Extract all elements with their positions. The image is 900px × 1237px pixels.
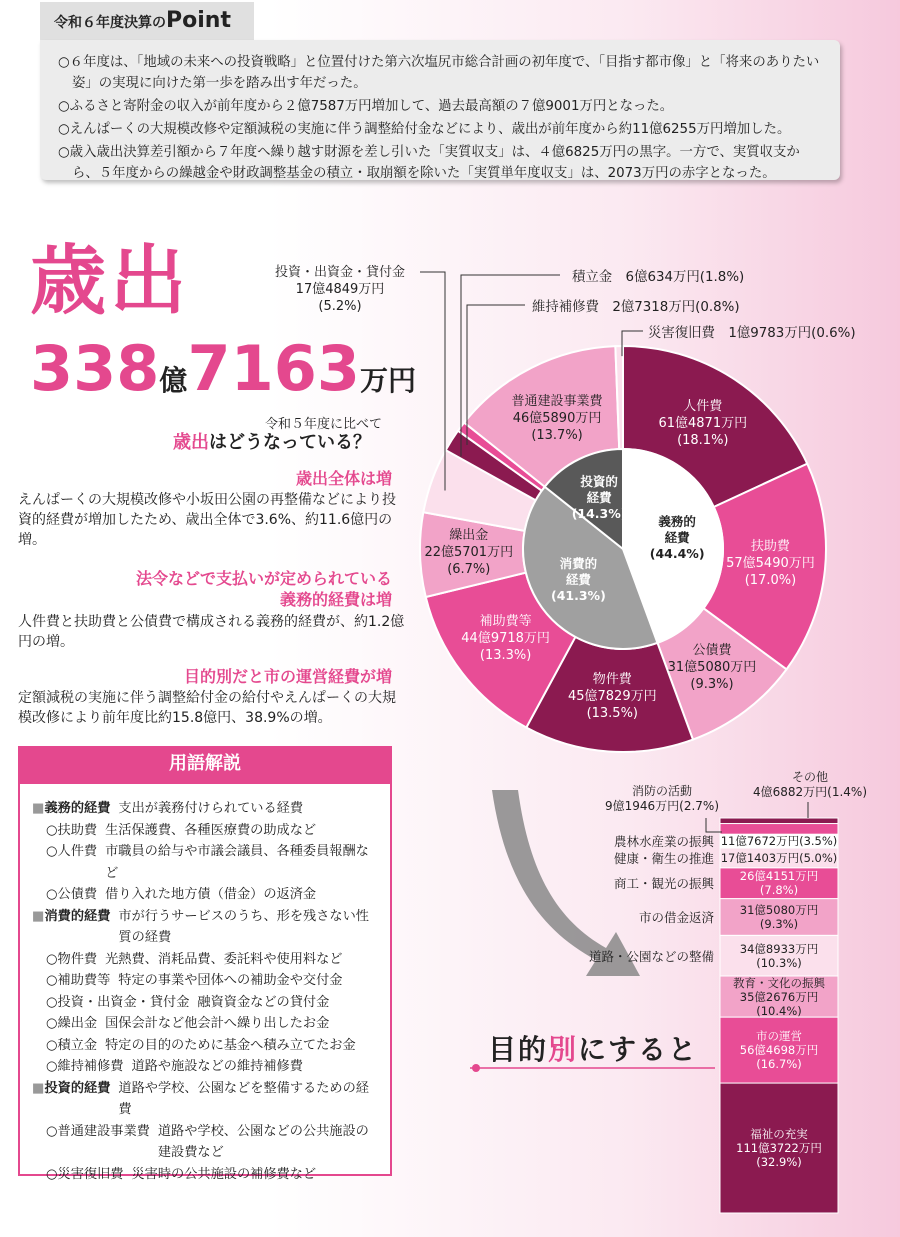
- bar-segment: [720, 824, 838, 835]
- purpose-heading-a: 目的: [488, 1033, 549, 1066]
- bar-segment-label: 11億7672万円(3.5%): [720, 834, 838, 849]
- bar-segment-label: 17億1403万円(5.0%): [720, 850, 838, 865]
- point-tab-word: Point: [166, 8, 231, 33]
- question-pink: 歳出: [173, 432, 209, 453]
- pie-slice-label: 物件費 45億7829万円 (13.5%): [567, 671, 657, 721]
- point-tab-prefix: 令和６年度決算の: [54, 15, 166, 31]
- glossary-desc: 融資資金などの貸付金: [197, 994, 330, 1010]
- glossary-term: ○ 普通建設事業費: [32, 1121, 150, 1164]
- bar-segment-label: 31億5080万円 (9.3%): [739, 902, 819, 931]
- amount-oku-unit: 億: [159, 364, 188, 397]
- bar-category-label: 健康・衛生の推進: [613, 850, 714, 866]
- bar-segment-label: 34億8933万円 (10.3%): [739, 941, 819, 970]
- pie-inner-label: 義務的 経費 (44.4%): [649, 514, 705, 562]
- glossary-term: ■ 義務的経費: [32, 798, 110, 820]
- glossary-term: ○ 繰出金: [32, 1013, 97, 1035]
- amount-man-unit: 万円: [360, 364, 417, 397]
- point-bullet: ○歳入歳出決算差引額から７年度へ繰り越す財源を差し引いた「実質収支」は、４億6825万円の黒字。一方で、実質収支から、５年度からの繰越金や財政調整基金の積立・取崩額を除いた「実質単年度収支」は、2073万円の赤字となった。: [58, 145, 800, 181]
- glossary-term: ○ 物件費: [32, 949, 97, 971]
- page-title: 歳出: [30, 236, 190, 325]
- glossary-term: ○ 補助費等: [32, 970, 110, 992]
- bar-segment-label: 市の運営 56億4698万円 (16.7%): [739, 1029, 819, 1072]
- bar-segment-label: 26億4151万円 (7.8%): [739, 869, 819, 898]
- bar-callout: 消防の活動 9億1946万円(2.7%): [604, 784, 720, 813]
- pie-slice-label: 人件費 61億4871万円 (18.1%): [658, 399, 748, 449]
- pie-slice-label: 扶助費 57億5490万円 (17.0%): [726, 538, 815, 588]
- amount-man-number: 7163: [187, 332, 360, 405]
- pie-callout: 維持補修費 2億7318万円(0.8%): [532, 300, 740, 315]
- section-body: 定額減税の実施に伴う調整給付金の給付やえんぱーくの大規模改修により前年度比約15.8億円、38.9%の増。: [18, 690, 396, 726]
- glossary-desc: 借り入れた地方債（借金）の返済金: [105, 887, 317, 902]
- glossary-desc: 生活保護費、各種医療費の助成など: [105, 822, 317, 838]
- glossary-desc: 光熱費、消耗品費、委託料や使用料など: [105, 951, 343, 967]
- pie-callout: 災害復旧費 1億9783万円(0.6%): [648, 326, 856, 341]
- glossary-term: ○ 投資・出資金・貸付金: [32, 992, 189, 1014]
- glossary-desc: 特定の事業や団体への補助金や交付金: [118, 973, 343, 988]
- glossary-desc: 市職員の給与や市議会議員、各種委員報酬など: [105, 844, 369, 881]
- bar-callout: その他 4億6882万円(1.4%): [752, 770, 868, 799]
- section-body: えんぱーくの大規模改修や小坂田公園の再整備などにより投資的経費が増加したため、歳出全体で3.6%、約11.6億円の増。: [18, 492, 396, 548]
- amount-oku-number: 338: [30, 332, 160, 405]
- glossary-desc: 市が行うサービスのうち、形を残さない性質の経費: [118, 908, 369, 945]
- glossary-desc: 道路や施設などの維持補修費: [131, 1059, 303, 1074]
- glossary-term: ○ 扶助費: [32, 820, 97, 842]
- glossary-desc: 道路や学校、公園などを整備するための経費: [118, 1080, 369, 1117]
- glossary-desc: 災害時の公共施設の補修費など: [131, 1166, 317, 1182]
- purpose-underline-dot: [472, 1064, 480, 1072]
- section-heading: 義務的経費は増: [279, 590, 392, 609]
- section-heading: 目的別だと市の運営経費が増: [183, 667, 392, 686]
- purpose-heading-pink: 別: [548, 1033, 579, 1066]
- glossary-term: ○ 公債費: [32, 884, 97, 906]
- glossary-term: ○ 維持補修費: [32, 1056, 123, 1078]
- glossary-term: ○ 人件費: [32, 841, 97, 884]
- glossary-desc: 国保会計など他会計へ繰り出したお金: [105, 1016, 330, 1031]
- pie-inner-label: 消費的 経費 (41.3%): [550, 556, 606, 604]
- question-rest: はどうなっている？: [209, 432, 371, 453]
- pie-callout: 投資・出資金・貸付金 17億4849万円 (5.2%): [274, 265, 405, 314]
- section-body: 人件費と扶助費と公債費で構成される義務的経費が、約1.2億円の増。: [18, 614, 405, 650]
- glossary-desc: 特定の目的のために基金へ積み立てたお金: [105, 1037, 356, 1053]
- pie-callout: 積立金 6億634万円(1.8%): [572, 270, 745, 285]
- pie-slice-label: 補助費等 44億9718万円 (13.3%): [461, 614, 550, 664]
- question-sub: 令和５年度に比べて: [265, 417, 383, 432]
- purpose-heading: [488, 1028, 698, 1068]
- bar-category-label: 道路・公園などの整備: [588, 948, 714, 964]
- pie-slice-label: 普通建設事業費 46億5890万円 (13.7%): [511, 393, 603, 443]
- purpose-heading-b: にすると: [578, 1033, 699, 1066]
- glossary-term: ■ 消費的経費: [32, 906, 110, 949]
- point-bullet: ○えんぱーくの大規模改修や定額減税の実施に伴う調整給付金などにより、歳出が前年度から約11億6255万円増加した。: [58, 122, 791, 137]
- glossary-desc: 道路や学校、公園などの公共施設の建設費など: [157, 1123, 369, 1160]
- section-heading: 法令などで支払いが定められている: [135, 569, 392, 588]
- glossary-desc: 支出が義務付けられている経費: [118, 801, 304, 816]
- pie-inner-label: 投資的 経費 (14.3%): [571, 474, 627, 522]
- glossary-term: ○ 災害復旧費: [32, 1164, 123, 1186]
- glossary-term: ■ 投資的経費: [32, 1078, 110, 1121]
- bar-category-label: 商工・観光の振興: [613, 876, 714, 892]
- glossary-term: ○ 積立金: [32, 1035, 97, 1057]
- point-bullet: ○６年度は、「地域の未来への投資戦略」と位置付けた第六次塩尻市総合計画の初年度で、「目指す都市像」と「将来のありたい姿」の実現に向けた第一歩を踏み出す年だった。: [58, 55, 820, 91]
- bar-segment: [720, 818, 838, 824]
- glossary-title: 用語解説: [18, 746, 392, 782]
- bar-category-label: 市の借金返済: [638, 909, 714, 925]
- point-bullet: ○ふるさと寄附金の収入が前年度から２億7587万円増加して、過去最高額の７億9001万円となった。: [58, 99, 674, 114]
- bar-segment-label: 教育・文化の振興 35億2676万円 (10.4%): [733, 975, 825, 1018]
- pie-slice-label: 公債費 31億5080万円 (9.3%): [667, 642, 757, 692]
- section-heading: 歳出全体は増: [295, 469, 392, 488]
- bar-segment-label: 福祉の充実 111億3722万円 (32.9%): [736, 1127, 822, 1169]
- bar-category-label: 農林水産業の振興: [613, 834, 714, 850]
- pie-slice-label: 繰出金 22億5701万円 (6.7%): [424, 528, 514, 578]
